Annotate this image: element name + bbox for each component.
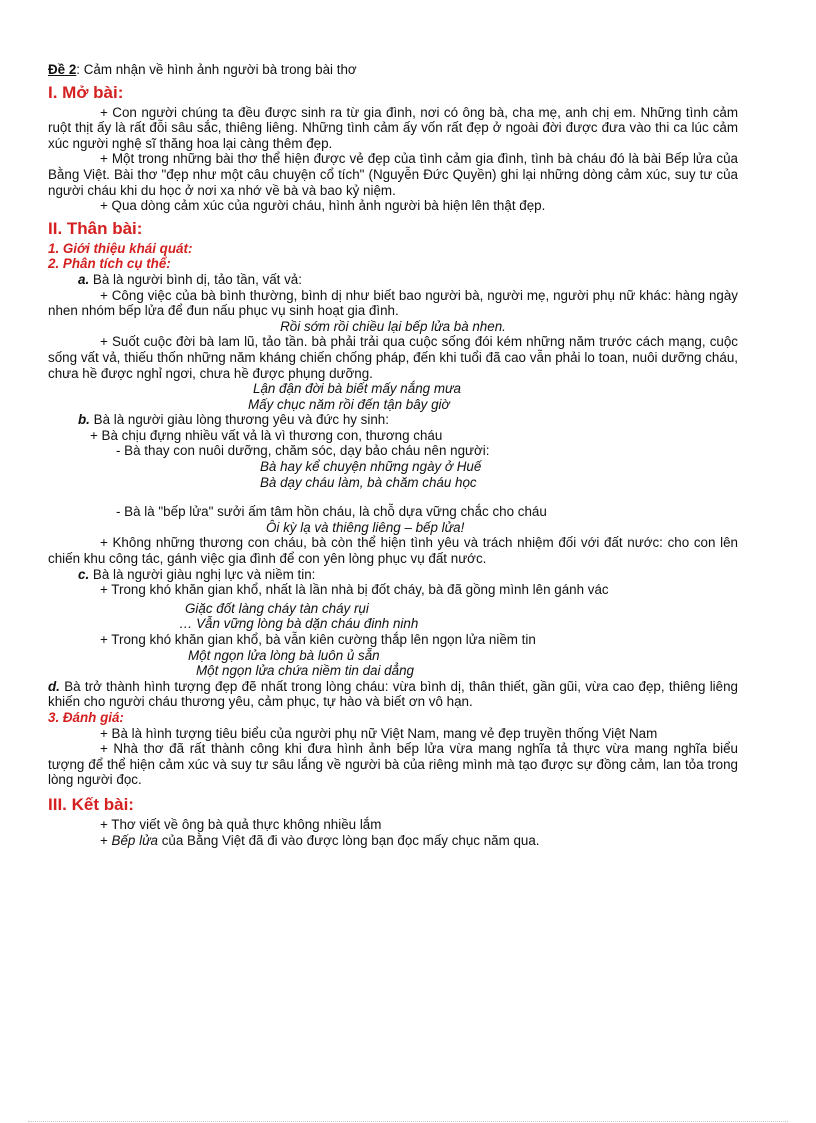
point-c-title [48, 567, 738, 583]
point-d-text: Bà trở thành hình tượng đẹp đẽ nhất trong lòng cháu: vừa bình dị, thân thiết, gần gũi, vừa cao đẹp, thiêng liêng khiến cho người cháu thương yêu, cảm phục, tự hào và biết ơn vô hạn. [48, 678, 738, 710]
point-b-text: Bà là người giàu lòng thương yêu và đức hy sinh: [93, 412, 389, 428]
quote-c-3: Một ngọn lửa lòng bà luôn ủ sẵn [188, 647, 380, 663]
point-d-label: d. [48, 678, 60, 694]
point-c-paragraph-1: + Trong khó khăn gian khổ, nhất là lần nhà bị đốt cháy, bà đã gồng mình lên gánh vác [100, 582, 609, 598]
point-a-label: a. [78, 271, 90, 287]
heading-mo-bai: I. Mở bài: [48, 82, 124, 102]
quote-c-2: … Vẫn vững lòng bà dặn cháu đinh ninh [179, 616, 419, 632]
quote-b-3: Ôi kỳ lạ và thiêng liêng – bếp lửa! [266, 519, 465, 535]
point-c-text: Bà là người giàu nghị lực và niềm tin: [92, 566, 316, 582]
point-b-paragraph-4: + Không những thương con cháu, bà còn thể hiện tình yêu và trách nhiệm đối với đất nước: cho con lên chiến khu công tác, gánh việc gia đình để con yên lòng phục vụ đất nước. [48, 535, 738, 567]
document-page [48, 62, 738, 848]
ket-bai-prefix: + [100, 832, 112, 848]
poem-title: Bếp lửa [111, 832, 159, 848]
subheading-gioi-thieu: 1. Giới thiệu khái quát: [48, 240, 193, 256]
point-a-paragraph-1: + Công việc của bà bình thường, bình dị như biết bao người bà, người mẹ, người phụ nữ khác: hàng ngày nhen nhóm bếp lửa để đun nấu phục vụ sinh hoạt gia đình. [48, 287, 738, 319]
point-a-text: Bà là người bình dị, tảo tần, vất vả: [92, 271, 302, 287]
quote-c-4: Một ngọn lửa chứa niềm tin dai dẳng [196, 663, 414, 679]
point-b-paragraph-1: + Bà chịu đựng nhiều vất vả là vì thương con, thương cháu [90, 427, 443, 443]
quote-b-1: Bà hay kể chuyện những ngày ở Huế [260, 459, 482, 475]
assignment-line [48, 62, 738, 78]
subheading-danh-gia: 3. Đánh giá: [48, 709, 124, 725]
subheading-phan-tich: 2. Phân tích cụ thể: [48, 256, 171, 272]
mo-bai-paragraph-1: + Con người chúng ta đều được sinh ra từ gia đình, nơi có ông bà, cha mẹ, anh chị em. Những tình cảm ruột thịt ấy là rất đỗi sâu sắc, thiêng liêng. Những tình cảm ấy vốn rất đẹp ở ngoài đời được đưa vào thi ca lúc cảm xúc người nghệ sĩ thăng hoa lại càng thêm đẹp. [48, 104, 738, 151]
page-bottom-rule [28, 1121, 788, 1122]
assignment-label: Đề 2 [48, 62, 77, 77]
point-a-paragraph-2: + Suốt cuộc đời bà lam lũ, tảo tần. bà phải trải qua cuộc sống đói kém những năm trước cách mạng, cuộc sống vất vả, thiếu thốn những năm kháng chiến chống pháp, đến khi tuổi đã cao vẫn phải lo toan, nuôi dưỡng cháu, chưa hề được nghỉ ngơi, chưa hề được phụng dưỡng. [48, 334, 738, 381]
spacer [48, 490, 738, 504]
point-b-label: b. [78, 412, 90, 428]
quote-a-2: Lận đận đời bà biết mấy nắng mưa [253, 381, 461, 397]
quote-b-2: Bà dạy cháu làm, bà chăm cháu học [260, 474, 477, 490]
point-a-title [48, 272, 738, 288]
point-b-paragraph-2: - Bà thay con nuôi dưỡng, chăm sóc, dạy bảo cháu nên người: [116, 443, 490, 459]
heading-ket-bai: III. Kết bài: [48, 794, 134, 814]
mo-bai-paragraph-3: + Qua dòng cảm xúc của người cháu, hình ảnh người bà hiện lên thật đẹp. [100, 198, 546, 214]
quote-a-3: Mấy chục năm rồi đến tận bây giờ [248, 396, 450, 412]
point-c-paragraph-2: + Trong khó khăn gian khổ, bà vẫn kiên cường thắp lên ngọn lửa niềm tin [100, 632, 536, 647]
ket-bai-paragraph-2 [48, 833, 738, 849]
mo-bai-paragraph-2: + Một trong những bài thơ thể hiện được vẻ đẹp của tình cảm gia đình, tình bà cháu đó là bài Bếp lửa của Bằng Việt. Bài thơ "đẹp như một câu chuyện cổ tích" (Nguyễn Đức Quyền) ghi lại những dòng cảm xúc, suy tư của người cháu khi du học ở nơi xa nhớ về bà và bao kỷ niệm. [48, 151, 738, 198]
quote-a-1: Rồi sớm rồi chiều lại bếp lửa bà nhen. [280, 318, 506, 334]
danh-gia-paragraph-1: + Bà là hình tượng tiêu biểu của người phụ nữ Việt Nam, mang vẻ đẹp truyền thống Việt Nam [100, 725, 658, 741]
danh-gia-paragraph-2: + Nhà thơ đã rất thành công khi đưa hình ảnh bếp lửa vừa mang nghĩa tả thực vừa mang nghĩa biểu tượng để thể hiện cảm xúc và suy tư sâu lắng về người bà của riêng mình mà tạo được sự đồng cảm, lan tỏa trong lòng người đọc. [48, 741, 738, 788]
ket-bai-suffix: của Bằng Việt đã đi vào được lòng bạn đọc mấy chục năm qua. [158, 832, 540, 848]
point-b-title [48, 412, 738, 428]
ket-bai-paragraph-1: + Thơ viết về ông bà quả thực không nhiều lắm [100, 816, 382, 832]
point-b-paragraph-3: - Bà là "bếp lửa" sưởi ấm tâm hồn cháu, là chỗ dựa vững chắc cho cháu [116, 504, 547, 520]
assignment-text: : Cảm nhận về hình ảnh người bà trong bài thơ [76, 62, 357, 77]
heading-than-bai: II. Thân bài: [48, 218, 143, 238]
point-d-paragraph [48, 679, 738, 710]
point-c-label: c. [78, 566, 90, 582]
quote-c-1: Giặc đốt làng cháy tàn cháy rụi [185, 600, 369, 616]
